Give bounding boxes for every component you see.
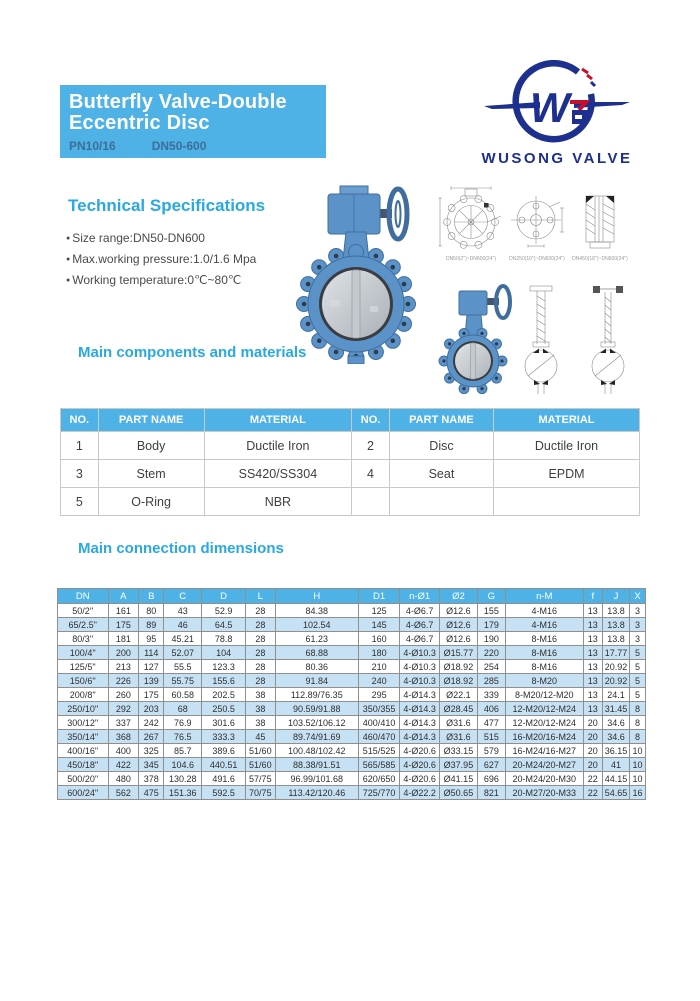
table-cell: 8-M16 bbox=[505, 632, 583, 646]
table-cell: 8 bbox=[630, 702, 646, 716]
table-cell: 4-Ø14.3 bbox=[400, 730, 440, 744]
table-cell: 350/14'' bbox=[58, 730, 109, 744]
table-cell: 13 bbox=[583, 604, 602, 618]
table-cell: 88.38/91.51 bbox=[275, 758, 358, 772]
table-cell: 579 bbox=[477, 744, 505, 758]
dimensions-heading: Main connection dimensions bbox=[78, 540, 284, 557]
table-cell: 200/8'' bbox=[58, 688, 109, 702]
table-cell: 5 bbox=[61, 488, 99, 516]
table-row bbox=[58, 618, 646, 632]
table-cell: 104.6 bbox=[164, 758, 202, 772]
spec-text: Max.working pressure:1.0/1.6 Mpa bbox=[72, 252, 257, 266]
column-header: MATERIAL bbox=[204, 409, 352, 432]
drawing-vertical-section-1 bbox=[520, 282, 562, 398]
table-cell: 450/18'' bbox=[58, 758, 109, 772]
table-cell: 3 bbox=[630, 632, 646, 646]
table-cell: 285 bbox=[477, 674, 505, 688]
table-cell: 175 bbox=[139, 688, 164, 702]
column-header: MATERIAL bbox=[494, 409, 640, 432]
table-cell: 8-M20/12-M20 bbox=[505, 688, 583, 702]
table-cell: 160 bbox=[359, 632, 400, 646]
table-cell: 155.6 bbox=[202, 674, 246, 688]
table-cell: Ø12.6 bbox=[440, 618, 478, 632]
table-cell: 4-Ø6.7 bbox=[400, 618, 440, 632]
table-cell: Ø50.65 bbox=[440, 786, 478, 800]
column-header: NO. bbox=[352, 409, 390, 432]
column-header: PART NAME bbox=[389, 409, 493, 432]
table-cell: 254 bbox=[477, 660, 505, 674]
table-row bbox=[58, 632, 646, 646]
table-cell: 4-M16 bbox=[505, 618, 583, 632]
table-cell: 161 bbox=[108, 604, 139, 618]
table-cell: 4-M16 bbox=[505, 604, 583, 618]
table-cell: 52.9 bbox=[202, 604, 246, 618]
table-cell: Ductile Iron bbox=[204, 432, 352, 460]
table-cell: 38 bbox=[246, 702, 275, 716]
table-cell: 10 bbox=[630, 772, 646, 786]
table-cell: 64.5 bbox=[202, 618, 246, 632]
table-cell: 339 bbox=[477, 688, 505, 702]
table-cell: 68.88 bbox=[275, 646, 358, 660]
table-cell: 13 bbox=[583, 688, 602, 702]
table-cell: 20.92 bbox=[602, 674, 629, 688]
table-cell: 84.38 bbox=[275, 604, 358, 618]
table-cell: Disc bbox=[389, 432, 493, 460]
table-cell: 45 bbox=[246, 730, 275, 744]
table-cell: 242 bbox=[139, 716, 164, 730]
table-cell: 85.7 bbox=[164, 744, 202, 758]
table-cell: 400/16'' bbox=[58, 744, 109, 758]
components-heading: Main components and materials bbox=[78, 344, 307, 361]
table-cell: 260 bbox=[108, 688, 139, 702]
table-row bbox=[58, 702, 646, 716]
table-cell: 13 bbox=[583, 632, 602, 646]
column-header: PART NAME bbox=[98, 409, 204, 432]
table-cell: 96.99/101.68 bbox=[275, 772, 358, 786]
table-cell: 5 bbox=[630, 646, 646, 660]
spec-text: Size range:DN50-DN600 bbox=[72, 231, 205, 245]
table-cell: 91.84 bbox=[275, 674, 358, 688]
table-cell: 4-Ø20.6 bbox=[400, 758, 440, 772]
bullet-icon: ● bbox=[66, 235, 71, 242]
table-cell: 41 bbox=[602, 758, 629, 772]
table-cell: 477 bbox=[477, 716, 505, 730]
table-cell: 155 bbox=[477, 604, 505, 618]
page-title-line2: Eccentric Disc bbox=[69, 112, 210, 134]
table-row bbox=[61, 432, 640, 460]
table-cell: 515 bbox=[477, 730, 505, 744]
spec-text: Working temperature:0℃~80℃ bbox=[72, 273, 242, 287]
table-cell: 592.5 bbox=[202, 786, 246, 800]
column-header: Ø2 bbox=[440, 589, 478, 604]
table-row bbox=[58, 744, 646, 758]
table-row bbox=[58, 772, 646, 786]
table-cell: 400/410 bbox=[359, 716, 400, 730]
logo-monogram: W bbox=[530, 84, 570, 131]
table-cell: 113.42/120.46 bbox=[275, 786, 358, 800]
table-cell: 378 bbox=[139, 772, 164, 786]
table-cell: 4-Ø22.2 bbox=[400, 786, 440, 800]
table-cell: 57/75 bbox=[246, 772, 275, 786]
table-cell: 565/585 bbox=[359, 758, 400, 772]
drawing-caption: DN450(18'')~DN600(24'') bbox=[572, 256, 628, 262]
table-cell: 95 bbox=[139, 632, 164, 646]
table-cell: 43 bbox=[164, 604, 202, 618]
table-cell: 28 bbox=[246, 674, 275, 688]
table-cell: SS420/SS304 bbox=[204, 460, 352, 488]
table-cell: 55.75 bbox=[164, 674, 202, 688]
table-cell: 70/75 bbox=[246, 786, 275, 800]
table-cell: 112.89/76.35 bbox=[275, 688, 358, 702]
table-cell: 8-M16 bbox=[505, 660, 583, 674]
table-cell: 13.8 bbox=[602, 604, 629, 618]
table-cell: 13 bbox=[583, 646, 602, 660]
page-title-line1: Butterfly Valve-Double bbox=[69, 91, 287, 113]
table-cell bbox=[494, 488, 640, 516]
table-cell: 213 bbox=[108, 660, 139, 674]
table-cell: 38 bbox=[246, 716, 275, 730]
table-cell: 89 bbox=[139, 618, 164, 632]
table-cell: 10 bbox=[630, 744, 646, 758]
drawing-front-view bbox=[437, 186, 505, 252]
table-cell: 181 bbox=[108, 632, 139, 646]
table-cell: 4-Ø6.7 bbox=[400, 604, 440, 618]
table-cell: 220 bbox=[477, 646, 505, 660]
table-cell: 350/355 bbox=[359, 702, 400, 716]
table-cell: 45.21 bbox=[164, 632, 202, 646]
table-cell: 267 bbox=[139, 730, 164, 744]
table-row bbox=[58, 758, 646, 772]
table-cell: Ø22.1 bbox=[440, 688, 478, 702]
table-cell: 13.8 bbox=[602, 632, 629, 646]
table-row bbox=[58, 604, 646, 618]
table-cell: 51/60 bbox=[246, 744, 275, 758]
table-cell: 325 bbox=[139, 744, 164, 758]
table-cell: 28 bbox=[246, 646, 275, 660]
table-cell: 295 bbox=[359, 688, 400, 702]
table-cell: 16 bbox=[630, 786, 646, 800]
table-cell: 60.58 bbox=[164, 688, 202, 702]
table-cell: 202.5 bbox=[202, 688, 246, 702]
table-cell: 130.28 bbox=[164, 772, 202, 786]
table-cell: 51/60 bbox=[246, 758, 275, 772]
table-cell: 301.6 bbox=[202, 716, 246, 730]
table-row bbox=[61, 488, 640, 516]
table-cell: 100.48/102.42 bbox=[275, 744, 358, 758]
table-cell: 50/2'' bbox=[58, 604, 109, 618]
table-cell: 4-Ø10.3 bbox=[400, 674, 440, 688]
table-cell: 175 bbox=[108, 618, 139, 632]
table-cell: 345 bbox=[139, 758, 164, 772]
column-header: A bbox=[108, 589, 139, 604]
bullet-icon: ● bbox=[66, 256, 71, 263]
table-cell: 562 bbox=[108, 786, 139, 800]
table-row bbox=[58, 730, 646, 744]
header-row bbox=[61, 409, 640, 432]
drawing-top-view bbox=[508, 194, 566, 250]
table-cell: 8-M20 bbox=[505, 674, 583, 688]
table-row bbox=[58, 716, 646, 730]
table-cell: 80 bbox=[139, 604, 164, 618]
table-cell: 4 bbox=[352, 460, 390, 488]
table-cell: 10 bbox=[630, 758, 646, 772]
table-cell: 696 bbox=[477, 772, 505, 786]
table-cell: 36.15 bbox=[602, 744, 629, 758]
table-cell: 5 bbox=[630, 674, 646, 688]
table-cell: 16-M20/16-M24 bbox=[505, 730, 583, 744]
table-cell: Ductile Iron bbox=[494, 432, 640, 460]
drawing-caption: DN50(2'')~DN600(24'') bbox=[445, 256, 497, 262]
table-cell bbox=[389, 488, 493, 516]
table-cell: NBR bbox=[204, 488, 352, 516]
column-header: X bbox=[630, 589, 646, 604]
table-cell: 13.8 bbox=[602, 618, 629, 632]
drawing-stem-section bbox=[578, 190, 622, 252]
table-cell: 20 bbox=[583, 716, 602, 730]
table-cell: 28 bbox=[246, 632, 275, 646]
table-cell: 13 bbox=[583, 660, 602, 674]
table-cell: 20 bbox=[583, 758, 602, 772]
table-cell: 200 bbox=[108, 646, 139, 660]
table-cell: 20 bbox=[583, 730, 602, 744]
table-cell: 76.9 bbox=[164, 716, 202, 730]
table-cell: 1 bbox=[61, 432, 99, 460]
table-cell: 28 bbox=[246, 618, 275, 632]
header-row bbox=[58, 589, 646, 604]
table-cell: 38 bbox=[246, 688, 275, 702]
column-header: B bbox=[139, 589, 164, 604]
table-cell: 4-Ø20.6 bbox=[400, 772, 440, 786]
table-cell: 627 bbox=[477, 758, 505, 772]
table-cell: 389.6 bbox=[202, 744, 246, 758]
table-cell: 4-Ø6.7 bbox=[400, 632, 440, 646]
column-header: D bbox=[202, 589, 246, 604]
table-cell: 500/20'' bbox=[58, 772, 109, 786]
table-cell: 104 bbox=[202, 646, 246, 660]
drawing-vertical-section-2 bbox=[585, 282, 631, 398]
table-cell: 5 bbox=[630, 660, 646, 674]
table-cell: 20-M24/20-M30 bbox=[505, 772, 583, 786]
table-cell: 46 bbox=[164, 618, 202, 632]
table-cell: 8-M16 bbox=[505, 646, 583, 660]
table-cell: 17.77 bbox=[602, 646, 629, 660]
table-cell: Ø15.77 bbox=[440, 646, 478, 660]
table-cell: 406 bbox=[477, 702, 505, 716]
table-cell: 620/650 bbox=[359, 772, 400, 786]
bullet-icon: ● bbox=[66, 277, 71, 284]
dimensions-table bbox=[57, 588, 646, 800]
table-cell: 292 bbox=[108, 702, 139, 716]
table-cell: 139 bbox=[139, 674, 164, 688]
table-cell: 20.92 bbox=[602, 660, 629, 674]
table-cell: 368 bbox=[108, 730, 139, 744]
table-cell: 3 bbox=[630, 618, 646, 632]
table-cell: 78.8 bbox=[202, 632, 246, 646]
table-cell: 300/12'' bbox=[58, 716, 109, 730]
table-cell: 475 bbox=[139, 786, 164, 800]
tech-specs-heading: Technical Specifications bbox=[68, 196, 266, 215]
table-cell: 24.1 bbox=[602, 688, 629, 702]
table-cell: 491.6 bbox=[202, 772, 246, 786]
table-cell: 125/5'' bbox=[58, 660, 109, 674]
table-cell: Ø28.45 bbox=[440, 702, 478, 716]
table-cell: 22 bbox=[583, 772, 602, 786]
table-cell: 13 bbox=[583, 618, 602, 632]
table-row bbox=[58, 674, 646, 688]
table-cell: 76.5 bbox=[164, 730, 202, 744]
table-cell: Ø18.92 bbox=[440, 674, 478, 688]
table-cell: 13 bbox=[583, 674, 602, 688]
table-cell: 210 bbox=[359, 660, 400, 674]
table-row bbox=[58, 646, 646, 660]
table-row bbox=[58, 786, 646, 800]
table-cell: 180 bbox=[359, 646, 400, 660]
column-header: NO. bbox=[61, 409, 99, 432]
table-cell: Body bbox=[98, 432, 204, 460]
table-cell: 422 bbox=[108, 758, 139, 772]
table-row bbox=[58, 660, 646, 674]
table-cell: Stem bbox=[98, 460, 204, 488]
table-cell: Ø33.15 bbox=[440, 744, 478, 758]
table-cell: 12-M20/12-M24 bbox=[505, 702, 583, 716]
table-cell: 600/24'' bbox=[58, 786, 109, 800]
table-cell: 44.15 bbox=[602, 772, 629, 786]
table-cell: 203 bbox=[139, 702, 164, 716]
column-header: D1 bbox=[359, 589, 400, 604]
column-header: DN bbox=[58, 589, 109, 604]
components-table bbox=[60, 408, 640, 516]
table-cell: 4-Ø10.3 bbox=[400, 660, 440, 674]
table-row bbox=[58, 688, 646, 702]
table-cell: 100/4'' bbox=[58, 646, 109, 660]
table-cell: 3 bbox=[630, 604, 646, 618]
column-header: H bbox=[275, 589, 358, 604]
table-cell: 5 bbox=[630, 688, 646, 702]
table-cell: Ø37.95 bbox=[440, 758, 478, 772]
table-cell: Ø31.6 bbox=[440, 716, 478, 730]
table-cell: 150/6'' bbox=[58, 674, 109, 688]
table-cell: EPDM bbox=[494, 460, 640, 488]
table-cell: 55.5 bbox=[164, 660, 202, 674]
table-cell: 54.65 bbox=[602, 786, 629, 800]
table-cell: 114 bbox=[139, 646, 164, 660]
table-cell: Ø12.6 bbox=[440, 604, 478, 618]
table-cell: 102.54 bbox=[275, 618, 358, 632]
column-header: G bbox=[477, 589, 505, 604]
table-cell: 80.36 bbox=[275, 660, 358, 674]
table-row bbox=[61, 460, 640, 488]
small-valve-photo bbox=[437, 283, 517, 401]
table-cell: 89.74/91.69 bbox=[275, 730, 358, 744]
column-header: n-M bbox=[505, 589, 583, 604]
column-header: L bbox=[246, 589, 275, 604]
table-cell: 31.45 bbox=[602, 702, 629, 716]
table-cell: Seat bbox=[389, 460, 493, 488]
table-cell: 240 bbox=[359, 674, 400, 688]
table-cell: 250.5 bbox=[202, 702, 246, 716]
table-cell: 28 bbox=[246, 660, 275, 674]
table-cell: 80/3'' bbox=[58, 632, 109, 646]
table-cell: 3 bbox=[61, 460, 99, 488]
drawing-caption: DN250(10'')~DN600(24'') bbox=[509, 256, 565, 262]
table-cell: 337 bbox=[108, 716, 139, 730]
table-cell: Ø18.92 bbox=[440, 660, 478, 674]
table-cell: 4-Ø10.3 bbox=[400, 646, 440, 660]
table-cell: 20-M24/20-M27 bbox=[505, 758, 583, 772]
pn-rating: PN10/16 bbox=[69, 139, 116, 153]
column-header: C bbox=[164, 589, 202, 604]
table-cell: 460/470 bbox=[359, 730, 400, 744]
table-cell: 4-Ø14.3 bbox=[400, 688, 440, 702]
brand-name: WUSONG VALVE bbox=[481, 150, 633, 167]
table-cell: 226 bbox=[108, 674, 139, 688]
table-cell: 333.3 bbox=[202, 730, 246, 744]
table-cell: 65/2.5'' bbox=[58, 618, 109, 632]
table-cell: 34.6 bbox=[602, 716, 629, 730]
column-header: n-Ø1 bbox=[400, 589, 440, 604]
table-cell: 480 bbox=[108, 772, 139, 786]
column-header: f bbox=[583, 589, 602, 604]
table-cell: O-Ring bbox=[98, 488, 204, 516]
table-cell: 28 bbox=[246, 604, 275, 618]
table-cell: 4-Ø14.3 bbox=[400, 716, 440, 730]
table-cell: 20-M27/20-M33 bbox=[505, 786, 583, 800]
table-cell: 151.36 bbox=[164, 786, 202, 800]
table-cell: 400 bbox=[108, 744, 139, 758]
table-cell: 90.59/91.88 bbox=[275, 702, 358, 716]
table-cell: 22 bbox=[583, 786, 602, 800]
table-cell: 8 bbox=[630, 716, 646, 730]
table-cell: 12-M20/12-M24 bbox=[505, 716, 583, 730]
table-cell: 190 bbox=[477, 632, 505, 646]
table-cell: 103.52/106.12 bbox=[275, 716, 358, 730]
table-cell: 13 bbox=[583, 702, 602, 716]
table-cell: 127 bbox=[139, 660, 164, 674]
table-cell: 4-Ø14.3 bbox=[400, 702, 440, 716]
table-cell: 61.23 bbox=[275, 632, 358, 646]
table-cell: 2 bbox=[352, 432, 390, 460]
table-cell bbox=[352, 488, 390, 516]
table-cell: 250/10'' bbox=[58, 702, 109, 716]
table-cell: 145 bbox=[359, 618, 400, 632]
table-cell: 123.3 bbox=[202, 660, 246, 674]
dn-range: DN50-600 bbox=[151, 139, 207, 153]
table-cell: 515/525 bbox=[359, 744, 400, 758]
table-cell: 68 bbox=[164, 702, 202, 716]
table-cell: Ø12.6 bbox=[440, 632, 478, 646]
table-cell: Ø41.15 bbox=[440, 772, 478, 786]
table-cell: 20 bbox=[583, 744, 602, 758]
table-cell: 821 bbox=[477, 786, 505, 800]
column-header: J bbox=[602, 589, 629, 604]
table-cell: 179 bbox=[477, 618, 505, 632]
table-cell: Ø31.6 bbox=[440, 730, 478, 744]
large-valve-photo bbox=[292, 182, 424, 364]
table-cell: 34.6 bbox=[602, 730, 629, 744]
table-cell: 125 bbox=[359, 604, 400, 618]
table-cell: 725/770 bbox=[359, 786, 400, 800]
table-cell: 16-M24/16-M27 bbox=[505, 744, 583, 758]
table-cell: 52.07 bbox=[164, 646, 202, 660]
table-cell: 4-Ø20.6 bbox=[400, 744, 440, 758]
table-cell: 8 bbox=[630, 730, 646, 744]
table-cell: 440.51 bbox=[202, 758, 246, 772]
